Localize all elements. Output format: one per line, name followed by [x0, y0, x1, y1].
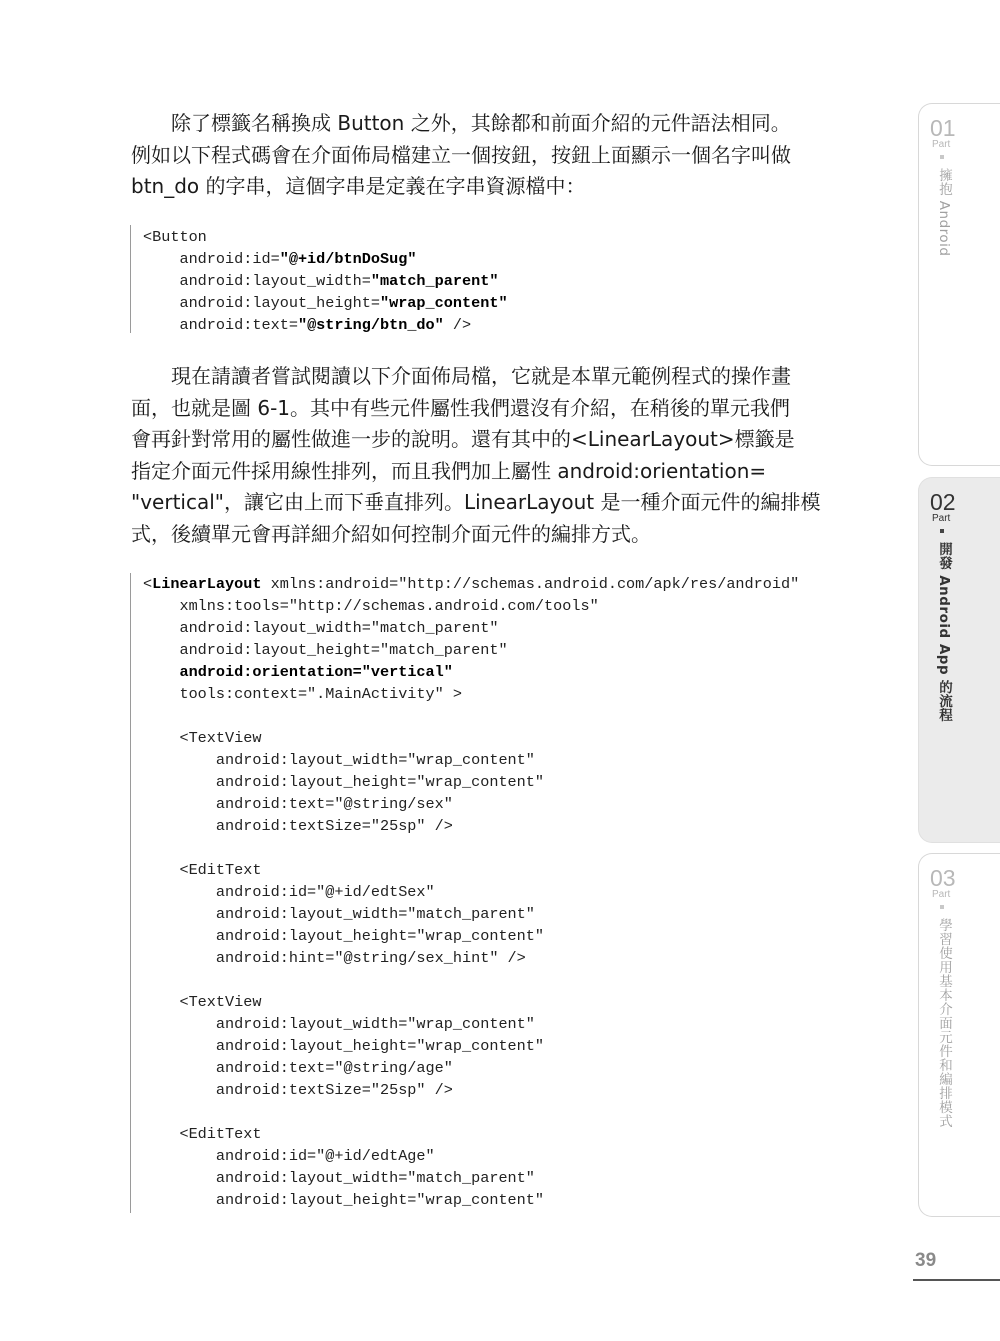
- code-block-button: [130, 225, 831, 333]
- part-tab-02[interactable]: [918, 477, 1000, 843]
- code-keyword: android:orientation="vertical": [179, 663, 453, 681]
- page-number-rule: [913, 1279, 1000, 1281]
- code-line: [143, 248, 416, 270]
- code-line: [143, 595, 599, 617]
- paragraph-line: 指定介面元件採用線性排列，而且我們加上屬性 android:orientation=: [131, 458, 767, 483]
- part-title: 開發 Android App 的流程: [936, 542, 952, 723]
- part-label: Part: [932, 889, 951, 900]
- code-text: tools:context=".MainActivity" >: [143, 685, 462, 703]
- part-tab-03[interactable]: [918, 853, 1000, 1217]
- code-line: [143, 226, 207, 248]
- code-text: />: [443, 316, 472, 334]
- paragraph-2: [131, 361, 868, 550]
- part-title: 擁抱 Android: [936, 168, 952, 257]
- code-text: android:textSize="25sp" />: [143, 1081, 453, 1099]
- code-text: android:layout_height="wrap_content": [143, 927, 545, 945]
- paragraph-line: "vertical"，讓它由上而下垂直排列。LinearLayout 是一種介面元件的編排模: [131, 490, 821, 514]
- part-label: Part: [932, 139, 951, 150]
- part-tab-01[interactable]: [918, 103, 1000, 466]
- code-text: android:layout_width="match_parent": [143, 1169, 535, 1187]
- paragraph-line: 會再針對常用的屬性做進一步的說明。還有其中的<LinearLayout>標籤是: [131, 427, 795, 451]
- code-line: [143, 793, 453, 815]
- code-line: [143, 1035, 544, 1057]
- code-line: [143, 1167, 535, 1189]
- code-line: [143, 661, 453, 683]
- code-text: android:hint="@string/sex_hint" />: [143, 949, 526, 967]
- code-text: android:layout_height="wrap_content": [143, 1037, 545, 1055]
- code-text: android:layout_height="wrap_content": [143, 773, 545, 791]
- code-line: [143, 947, 526, 969]
- code-text: xmlns:tools="http://schemas.android.com/tools": [143, 597, 599, 615]
- part-number: 03: [930, 865, 956, 891]
- code-block-linearlayout: [130, 573, 831, 1213]
- code-line: [143, 903, 535, 925]
- code-line: [143, 1013, 535, 1035]
- paragraph-line: btn_do 的字串，這個字串是定義在字串資源檔中：: [131, 174, 586, 198]
- bullet-icon: [940, 155, 944, 159]
- code-text: android:layout_width="wrap_content": [143, 1015, 535, 1033]
- code-keyword: "@string/btn_do": [297, 316, 444, 334]
- code-text: android:text=: [143, 316, 298, 334]
- code-line: [143, 815, 453, 837]
- paragraph-line: 例如以下程式碼會在介面佈局檔建立一個按鈕，按鈕上面顯示一個名字叫做: [131, 142, 791, 167]
- code-text: android:id=: [143, 250, 280, 268]
- bullet-icon: [940, 905, 944, 909]
- code-line: [143, 617, 498, 639]
- code-text: xmlns:android="http://schemas.android.com/apk/res/android": [261, 575, 800, 593]
- code-line: [143, 727, 261, 749]
- code-line: [143, 1079, 453, 1101]
- code-text: android:id="@+id/edtSex": [143, 883, 435, 901]
- code-text: android:id="@+id/edtAge": [143, 1147, 435, 1165]
- code-line: [143, 639, 508, 661]
- code-line: [143, 749, 535, 771]
- code-text: <TextView: [143, 993, 262, 1011]
- code-keyword: "wrap_content": [379, 294, 508, 312]
- part-label: Part: [932, 513, 951, 524]
- code-line: [143, 1189, 544, 1211]
- code-keyword: "match_parent": [370, 272, 499, 290]
- part-number: 01: [930, 115, 956, 141]
- code-line: [143, 1145, 435, 1167]
- paragraph-line: 面，也就是圖 6-1。其中有些元件屬性我們還沒有介紹，在稍後的單元我們: [131, 395, 791, 420]
- code-text: android:layout_height="wrap_content": [143, 1191, 545, 1209]
- code-text: android:layout_height=: [143, 294, 380, 312]
- code-text: android:text="@string/sex": [143, 795, 453, 813]
- code-text: <TextView: [143, 729, 262, 747]
- code-line: [143, 771, 544, 793]
- code-line: [143, 683, 462, 705]
- code-text: android:textSize="25sp" />: [143, 817, 453, 835]
- paragraph-line: 式，後續單元會再詳細介紹如何控制介面元件的編排方式。: [131, 521, 651, 546]
- page-number: 39: [915, 1250, 937, 1271]
- code-text: <: [143, 575, 153, 593]
- code-line: [143, 859, 261, 881]
- code-line: [143, 573, 799, 595]
- code-text: android:layout_height="match_parent": [143, 641, 508, 659]
- code-text: <EditText: [143, 861, 262, 879]
- code-text: android:text="@string/age": [143, 1059, 453, 1077]
- code-text: android:layout_width=: [143, 272, 371, 290]
- code-text: <Button: [143, 228, 207, 246]
- code-line: [143, 881, 435, 903]
- code-text: [143, 663, 179, 681]
- code-keyword: "@+id/btnDoSug": [279, 250, 417, 268]
- code-text: android:layout_width="match_parent": [143, 905, 535, 923]
- code-text: <EditText: [143, 1125, 262, 1143]
- paragraph-1: [131, 108, 868, 203]
- code-line: [143, 270, 498, 292]
- code-line: [143, 991, 261, 1013]
- bullet-icon: [940, 529, 944, 533]
- code-line: [143, 1057, 453, 1079]
- part-title: 學習使用基本介面元件和編排模式: [936, 918, 952, 1128]
- paragraph-line: 現在請讀者嘗試閱讀以下介面佈局檔，它就是本單元範例程式的操作畫: [131, 364, 791, 388]
- code-text: android:layout_width="match_parent": [143, 619, 499, 637]
- paragraph-line: 除了標籤名稱換成 Button 之外，其餘都和前面介紹的元件語法相同。: [131, 111, 791, 135]
- code-line: [143, 314, 471, 336]
- code-line: [143, 1123, 261, 1145]
- code-text: android:layout_width="wrap_content": [143, 751, 535, 769]
- code-line: [143, 292, 508, 314]
- part-number: 02: [930, 489, 956, 515]
- code-line: [143, 925, 544, 947]
- code-keyword: LinearLayout: [152, 575, 262, 593]
